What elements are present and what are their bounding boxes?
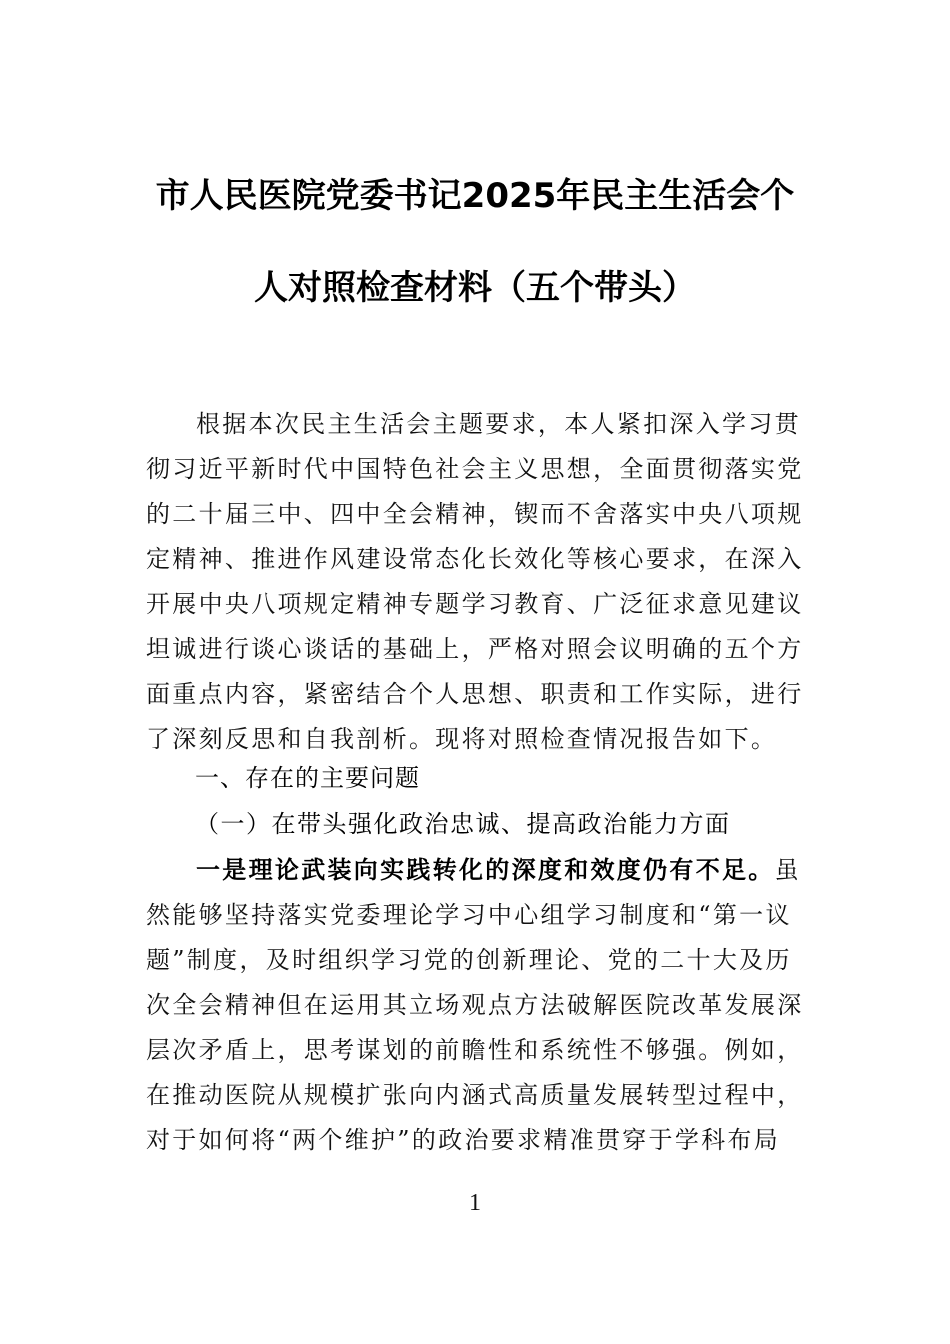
point-line: 对于如何将“两个维护”的政治要求精准贯穿于学科布局 — [146, 1126, 781, 1154]
document-title-line-2: 人对照检查材料（五个带头） — [254, 268, 696, 308]
intro-line: 的二十届三中、四中全会精神，锲而不舍落实中央八项规 — [146, 500, 804, 528]
point-line: 次全会精神但在运用其立场观点方法破解医院改革发展深 — [146, 991, 804, 1019]
section-heading: 一、存在的主要问题 — [195, 764, 420, 792]
intro-line: 定精神、推进作风建设常态化长效化等核心要求，在深入 — [146, 545, 804, 573]
intro-line: 根据本次民主生活会主题要求，本人紧扣深入学习贯 — [196, 410, 801, 438]
document-title-line-1: 市人民医院党委书记2025年民主生活会个 — [155, 176, 795, 216]
point-bold-lead: 一是理论武装向实践转化的深度和效度仍有不足。 — [196, 855, 775, 884]
point-first-rest: 虽 — [774, 856, 801, 884]
point-line: 层次矛盾上，思考谋划的前瞻性和系统性不够强。例如， — [146, 1036, 804, 1064]
point-line: 在推动医院从规模扩张向内涵式高质量发展转型过程中， — [146, 1081, 804, 1109]
intro-line: 坦诚进行谈心谈话的基础上，严格对照会议明确的五个方 — [146, 635, 804, 663]
point-first-line — [196, 850, 856, 885]
intro-line: 彻习近平新时代中国特色社会主义思想，全面贯彻落实党 — [146, 455, 804, 483]
point-line: 然能够坚持落实党委理论学习中心组学习制度和“第一议 — [146, 901, 792, 929]
intro-line: 开展中央八项规定精神专题学习教育、广泛征求意见建议 — [146, 590, 804, 618]
subsection-heading: （一）在带头强化政治忠诚、提高政治能力方面 — [195, 810, 731, 838]
page-number: 1 — [469, 1190, 481, 1216]
point-line: 题”制度，及时组织学习党的创新理论、党的二十大及历 — [146, 946, 792, 974]
intro-line: 了深刻反思和自我剖析。现将对照检查情况报告如下。 — [146, 725, 778, 753]
intro-line: 面重点内容，紧密结合个人思想、职责和工作实际，进行 — [146, 680, 804, 708]
